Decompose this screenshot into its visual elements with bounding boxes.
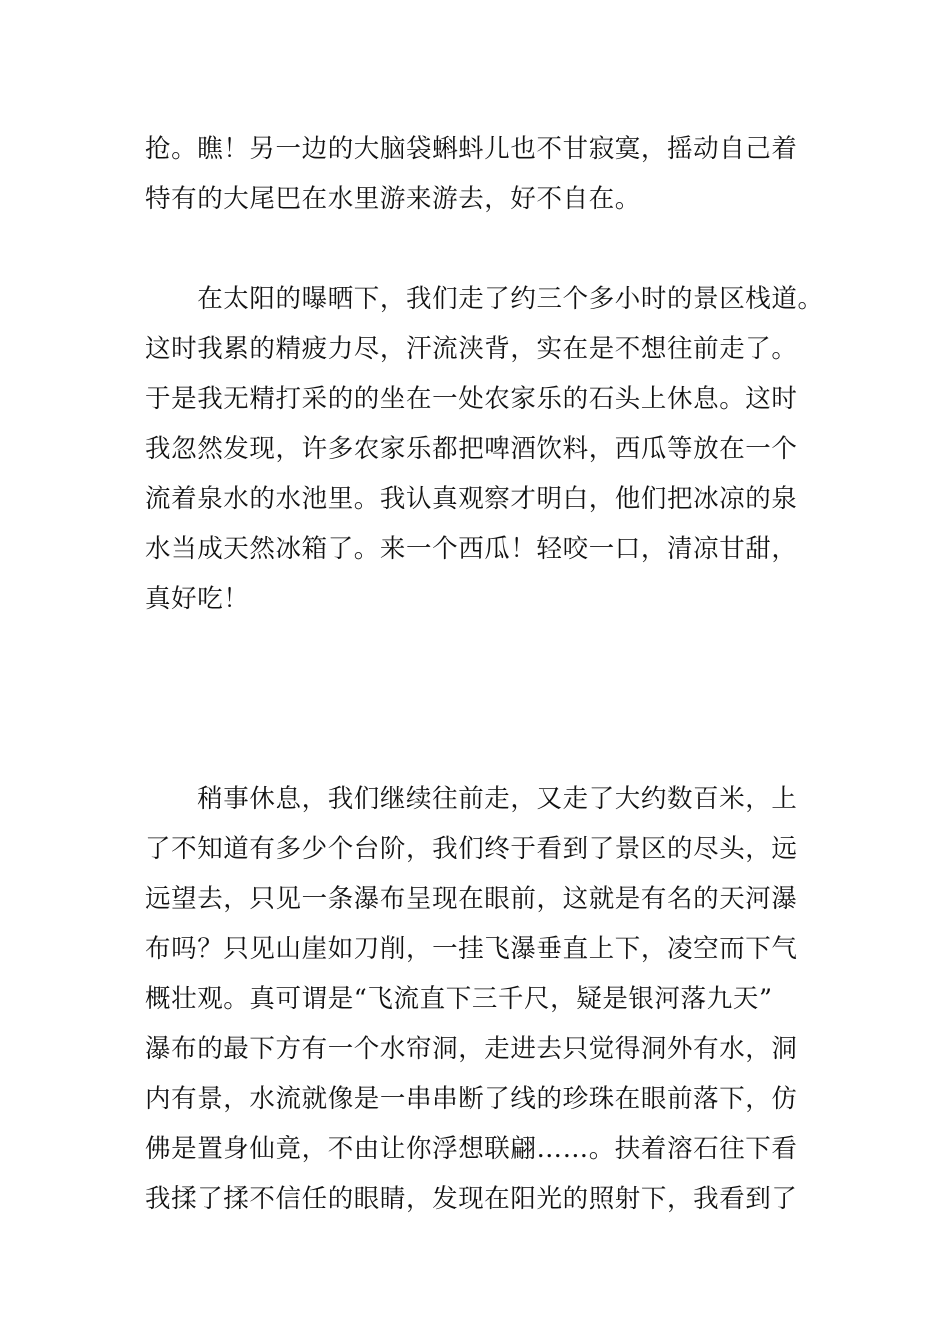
text-line: 于是我无精打采的的坐在一处农家乐的石头上休息。这时	[145, 384, 798, 414]
text-line: 远望去，只见一条瀑布呈现在眼前，这就是有名的天河瀑	[145, 884, 798, 914]
text-line: 了不知道有多少个台阶，我们终于看到了景区的尽头，远	[145, 834, 798, 864]
text-line: 概壮观。真可谓是“飞流直下三千尺，疑是银河落九天”	[145, 984, 773, 1014]
text-line: 佛是置身仙竟，不由让你浮想联翩……。扶着溶石往下看	[145, 1134, 798, 1164]
text-line: 我忽然发现，许多农家乐都把啤酒饮料，西瓜等放在一个	[145, 434, 798, 464]
text-line: 流着泉水的水池里。我认真观察才明白，他们把冰凉的泉	[145, 484, 798, 514]
text-line: 内有景，水流就像是一串串断了线的珍珠在眼前落下，仿	[145, 1084, 798, 1114]
text-line: 瀑布的最下方有一个水帘洞，走进去只觉得洞外有水，洞	[145, 1034, 798, 1064]
text-line: 真好吃！	[145, 584, 250, 614]
text-line: 我揉了揉不信任的眼睛，发现在阳光的照射下，我看到了	[145, 1184, 798, 1214]
text-line: 稍事休息，我们继续往前走，又走了大约数百米，上	[145, 784, 798, 814]
text-line: 水当成天然冰箱了。来一个西瓜！轻咬一口，清凉甘甜，	[145, 534, 798, 564]
text-line: 抢。瞧！另一边的大脑袋蝌蚪儿也不甘寂寞，摇动自己着	[145, 134, 798, 164]
text-line: 在太阳的曝晒下，我们走了约三个多小时的景区栈道。	[145, 284, 824, 314]
text-line: 布吗？只见山崖如刀削，一挂飞瀑垂直上下，凌空而下气	[145, 934, 798, 964]
text-line: 这时我累的精疲力尽，汗流浃背，实在是不想往前走了。	[145, 334, 798, 364]
text-line: 特有的大尾巴在水里游来游去，好不自在。	[145, 184, 641, 214]
